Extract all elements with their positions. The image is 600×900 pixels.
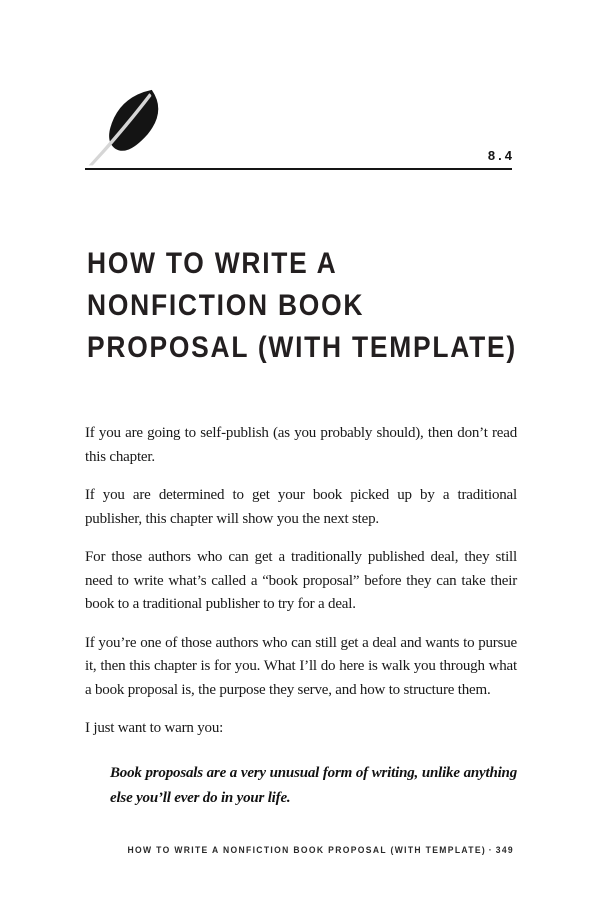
page-title-line-2: NONFICTION BOOK bbox=[87, 289, 365, 322]
footer-running-title: HOW TO WRITE A NONFICTION BOOK PROPOSAL (WITH TEMPLATE) bbox=[127, 845, 487, 856]
page-title-line-3: PROPOSAL (WITH TEMPLATE) bbox=[87, 331, 517, 364]
quill-feather-icon bbox=[87, 85, 169, 167]
chapter-number: 8.4 bbox=[487, 148, 515, 163]
page-title-line-1: HOW TO WRITE A bbox=[87, 247, 338, 280]
body-paragraph: I just want to warn you: bbox=[85, 720, 224, 736]
pull-quote: Book proposals are a very unusual form of writing, unlike anything else you’ll ever do in your life. bbox=[110, 764, 517, 806]
footer-separator: · bbox=[488, 845, 494, 856]
body-paragraph: If you’re one of those authors who can still get a deal and wants to pursue it, then this chapter is for you. What I’ll do here is walk you through what a book proposal is, the purpose they serve, and how to structure them. bbox=[85, 634, 517, 698]
page-title bbox=[87, 243, 517, 369]
page-footer bbox=[127, 845, 515, 856]
body-paragraph: If you are determined to get your book picked up by a traditional publisher, this chapter will show you the next step. bbox=[85, 487, 517, 527]
footer-page-number: 349 bbox=[495, 845, 515, 856]
body-paragraph: For those authors who can get a traditionally published deal, they still need to write what’s called a “book proposal” before they can take their book to a traditional publisher to try for a deal. bbox=[85, 549, 517, 612]
body-text bbox=[85, 422, 517, 811]
chapter-masthead bbox=[85, 85, 515, 170]
body-paragraph: If you are going to self-publish (as you probably should), then don’t read this chapter. bbox=[85, 425, 517, 465]
